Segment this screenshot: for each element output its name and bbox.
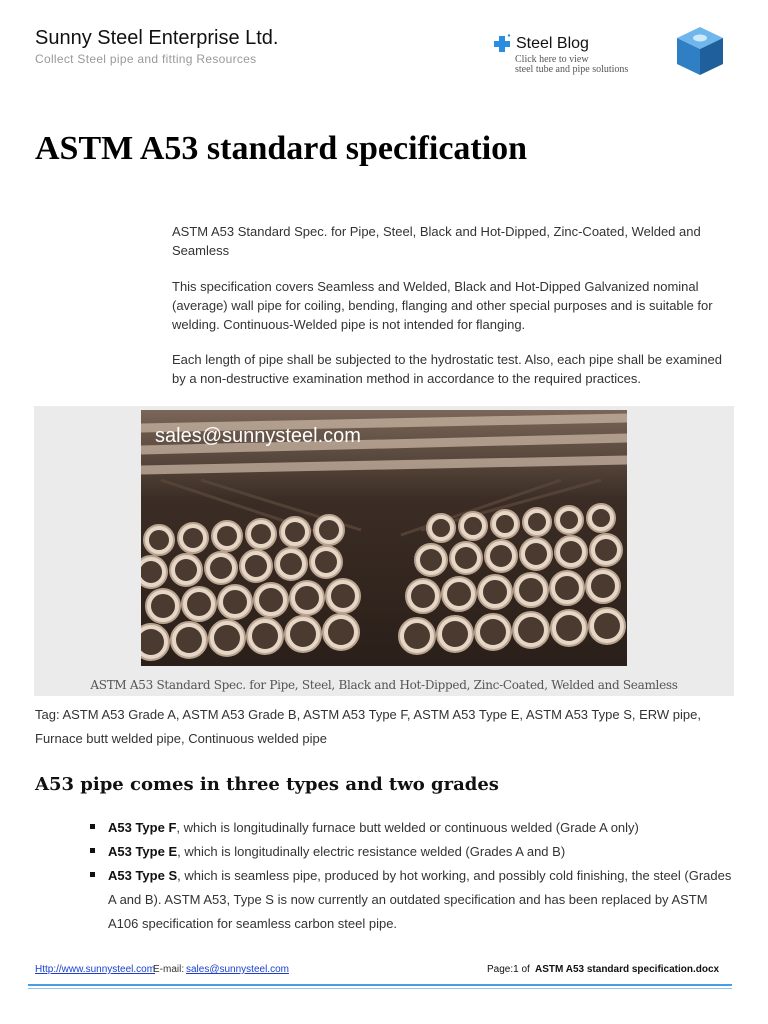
type-description: , which is longitudinally electric resistance welded (Grades A and B)	[177, 844, 566, 859]
list-item	[90, 840, 735, 864]
type-name: A53 Type S	[108, 868, 178, 883]
figure	[34, 406, 734, 696]
page-number: Page:1 of	[487, 964, 530, 975]
type-name: A53 Type F	[108, 820, 177, 835]
figure-caption: ASTM A53 Standard Spec. for Pipe, Steel, Black and Hot-Dipped, Zinc-Coated, Welded and Seamless	[90, 678, 678, 692]
section-heading: A53 pipe comes in three types and two grades	[35, 774, 499, 795]
blog-subtitle: Click here to view	[515, 54, 589, 65]
intro-paragraph: ASTM A53 Standard Spec. for Pipe, Steel, Black and Hot-Dipped, Zinc-Coated, Welded and Seamless	[172, 224, 701, 258]
footer-divider-thin	[28, 988, 732, 989]
testing-paragraph: Each length of pipe shall be subjected to the hydrostatic test. Also, each pipe shall be examined by a non-destructive examination method in accordance to the required practices.	[172, 352, 722, 386]
blog-subtitle-2: steel tube and pipe solutions	[515, 64, 629, 75]
email-link[interactable]: sales@sunnysteel.com	[186, 964, 289, 975]
steel-blog-link[interactable]	[492, 28, 672, 78]
photo-watermark: sales@sunnysteel.com	[155, 425, 361, 447]
document-filename: ASTM A53 standard specification.docx	[535, 964, 720, 975]
type-description: , which is longitudinally furnace butt welded or continuous welded (Grade A only)	[176, 820, 639, 835]
plus-icon	[492, 34, 512, 54]
website-link[interactable]: Http://www.sunnysteel.com	[35, 964, 156, 975]
email-label: E-mail:	[153, 964, 185, 975]
type-name: A53 Type E	[108, 844, 178, 859]
page-title: ASTM A53 standard specification	[35, 130, 528, 167]
blog-cube-icon[interactable]	[675, 25, 725, 77]
types-list	[90, 816, 735, 936]
pipes-photo	[141, 410, 627, 666]
list-item	[90, 816, 735, 840]
bullet-icon	[90, 848, 95, 853]
company-tagline: Collect Steel pipe and fitting Resources	[35, 52, 257, 66]
list-item	[90, 864, 735, 936]
scope-paragraph: This specification covers Seamless and Welded, Black and Hot-Dipped Galvanized nominal (average) wall pipe for coiling, bending, flanging and other special purposes and is suitable for welding. Continuous-Welded pipe is not intended for flanging.	[172, 279, 713, 332]
bullet-icon	[90, 872, 95, 877]
company-name: Sunny Steel Enterprise Ltd.	[35, 27, 279, 49]
bullet-icon	[90, 824, 95, 829]
blog-title: Steel Blog	[516, 35, 589, 52]
type-description: , which is seamless pipe, produced by hot working, and possibly cold finishing, the steel (Grades A and B). ASTM A53, Type S is now currently an outdated specification and has been replaced by ASTM A106 specification for seamless carbon steel pipe.	[108, 868, 732, 931]
footer-divider	[28, 984, 732, 986]
tag-list: Tag: ASTM A53 Grade A, ASTM A53 Grade B, ASTM A53 Type F, ASTM A53 Type E, ASTM A53 Type S, ERW pipe, Furnace butt welded pipe, Continuous welded pipe	[35, 707, 701, 746]
